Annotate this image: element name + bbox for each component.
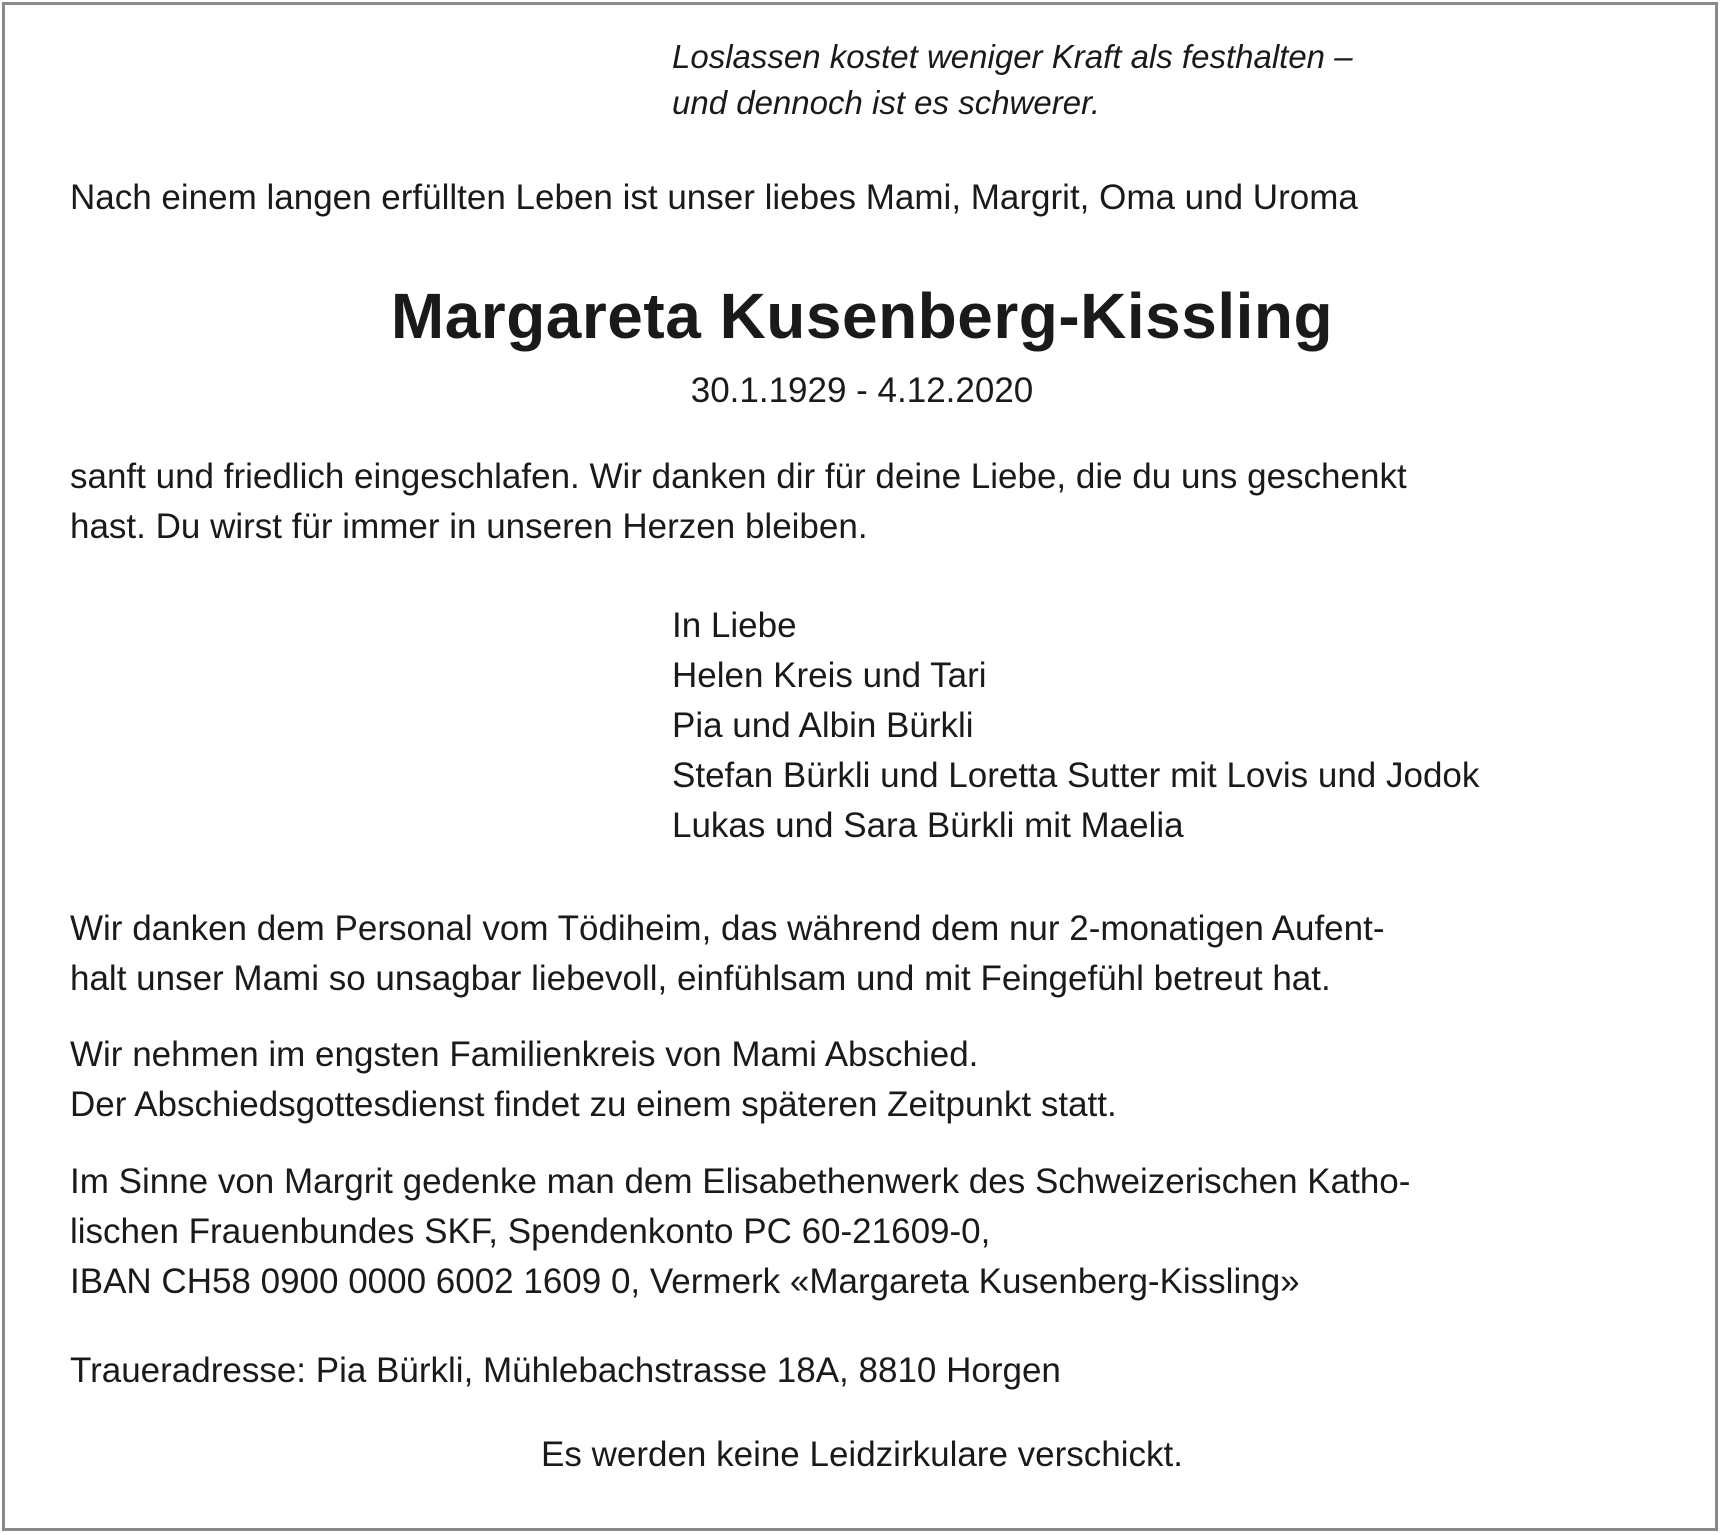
paragraph-farewell	[70, 452, 1660, 552]
paragraph-farewell-service	[70, 1030, 1660, 1130]
paragraph-donation-line-3: IBAN CH58 0900 0000 6002 1609 0, Vermerk «Margareta Kusenberg-Kissling»	[70, 1262, 1300, 1301]
paragraph-farewell-line-1: sanft und friedlich eingeschlafen. Wir danken dir für deine Liebe, die du uns geschenkt	[70, 457, 1407, 496]
paragraph-thanks	[70, 904, 1660, 1004]
life-dates: 30.1.1929 - 4.12.2020	[690, 371, 1034, 410]
paragraph-thanks-line-2: halt unser Mami so unsagbar liebevoll, einfühlsam und mit Feingefühl betreut hat.	[70, 959, 1331, 998]
paragraph-donation-line-2: lischen Frauenbundes SKF, Spendenkonto PC 60-21609-0,	[70, 1212, 991, 1251]
mourning-address: Traueradresse: Pia Bürkli, Mühlebachstrasse 18A, 8810 Horgen	[70, 1351, 1061, 1390]
motto-line-1: Loslassen kostet weniger Kraft als festhalten –	[672, 38, 1353, 75]
family-member: Pia und Albin Bürkli	[672, 706, 974, 745]
paragraph-service-line-2: Der Abschiedsgottesdienst findet zu einem späteren Zeitpunkt statt.	[70, 1085, 1117, 1124]
family-member: Stefan Bürkli und Loretta Sutter mit Lovis und Jodok	[672, 756, 1480, 795]
motto	[672, 34, 1572, 126]
deceased-name: Margareta Kusenberg-Kissling	[390, 280, 1334, 352]
family-member: Helen Kreis und Tari	[672, 656, 987, 695]
paragraph-service-line-1: Wir nehmen im engsten Familienkreis von Mami Abschied.	[70, 1035, 979, 1074]
paragraph-thanks-line-1: Wir danken dem Personal vom Tödiheim, das während dem nur 2-monatigen Aufent-	[70, 909, 1385, 948]
family-list	[672, 601, 1479, 851]
paragraph-donation	[70, 1157, 1660, 1307]
family-member: Lukas und Sara Bürkli mit Maelia	[672, 806, 1184, 845]
intro-text: Nach einem langen erfüllten Leben ist unser liebes Mami, Margrit, Oma und Uroma	[70, 178, 1358, 217]
paragraph-donation-line-1: Im Sinne von Margrit gedenke man dem Elisabethenwerk des Schweizerischen Katho-	[70, 1162, 1411, 1201]
paragraph-farewell-line-2: hast. Du wirst für immer in unseren Herzen bleiben.	[70, 507, 868, 546]
footer-note: Es werden keine Leidzirkulare verschickt.	[541, 1435, 1183, 1474]
family-greeting: In Liebe	[672, 606, 797, 645]
motto-line-2: und dennoch ist es schwerer.	[672, 84, 1101, 121]
